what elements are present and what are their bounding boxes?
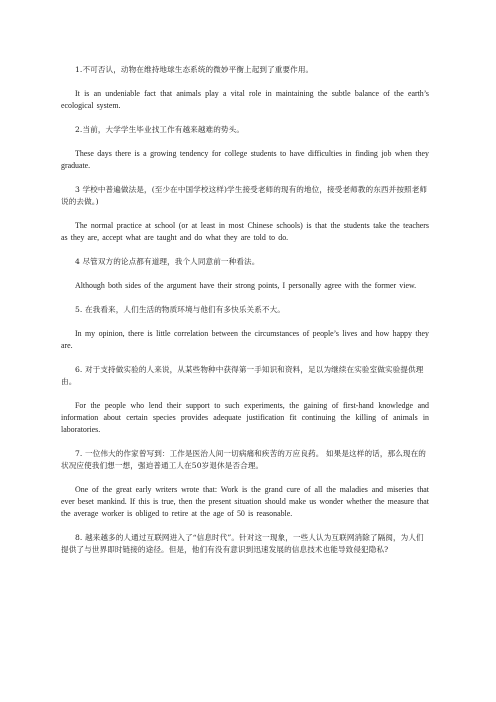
english-translation-6: For the people who lend their support to such experiments, the gaining of first-hand knowledge and information about certain species provides adequate justification fit continuing the killing of animals in laboratories.	[61, 401, 429, 434]
sentence-pair-4	[61, 256, 429, 292]
sentence-pair-2	[61, 124, 429, 172]
sentence-pair-7	[61, 448, 429, 520]
chinese-sentence-6: 6. 对于支持做实验的人来说，从某些物种中获得第一手知识和资料，足以为继续在实验室做实验提供理由。	[61, 365, 424, 386]
sentence-pair-8	[61, 532, 429, 556]
english-translation-2: These days there is a growing tendency for college students to have difficulties in finding job when they graduate.	[61, 149, 429, 170]
chinese-sentence-1: 1.不可否认，动物在维持地球生态系统的微妙平衡上起到了重要作用。	[75, 65, 314, 74]
chinese-sentence-3: 3 学校中普遍做法是，(至少在中国学校这样)学生接受老师的现有的地位，接受老师教的东西并按照老师说的去做。)	[61, 185, 428, 206]
english-translation-5: In my opinion, there is little correlation between the circumstances of people’s lives and how happy they are.	[61, 329, 429, 350]
document-page	[61, 64, 429, 556]
sentence-pair-1	[61, 64, 429, 112]
sentence-pair-3	[61, 184, 429, 244]
chinese-sentence-2: 2.当前，大学学生毕业找工作有越来越难的势头。	[75, 125, 245, 134]
chinese-sentence-8: 8. 越来越多的人通过互联网进入了“信息时代”。针对这一现象，一些人认为互联网消除了隔阂，为人们提供了与世界即时链接的途径。但是，他们有没有意识到迅速发展的信息技术也能导致侵犯隐私?	[61, 533, 424, 554]
english-translation-4: Although both sides of the argument have their strong points, I personally agree with the former view.	[75, 281, 417, 290]
chinese-sentence-4: 4 尽管双方的论点都有道理，我个人同意前一种看法。	[75, 257, 260, 266]
english-translation-1: It is an undeniable fact that animals play a vital role in maintaining the subtle balance of the earth’s ecological system.	[61, 89, 429, 110]
chinese-sentence-7: 7. 一位伟大的作家曾写到：工作是医治人间一切病痛和疾苦的万应良药。 如果是这样的话，那么现在的状况应使我们想一想，强迫普通工人在50岁退休是否合理。	[61, 449, 426, 470]
sentence-pair-5	[61, 304, 429, 352]
chinese-sentence-5: 5. 在我看来，人们生活的物质环境与他们有多快乐关系不大。	[75, 305, 285, 314]
sentence-pair-6	[61, 364, 429, 436]
english-translation-3: The normal practice at school (or at least in most Chinese schools) is that the students take the teachers as they are, accept what are taught and do what they are told to do.	[61, 221, 429, 242]
english-translation-7: One of the great early writers wrote that: Work is the grand cure of all the maladies and miseries that ever beset mankind. If this is true, then the present situation should make us wonder whether the measure that the average worker is obliged to retire at the age of 50 is reasonable.	[61, 485, 429, 518]
